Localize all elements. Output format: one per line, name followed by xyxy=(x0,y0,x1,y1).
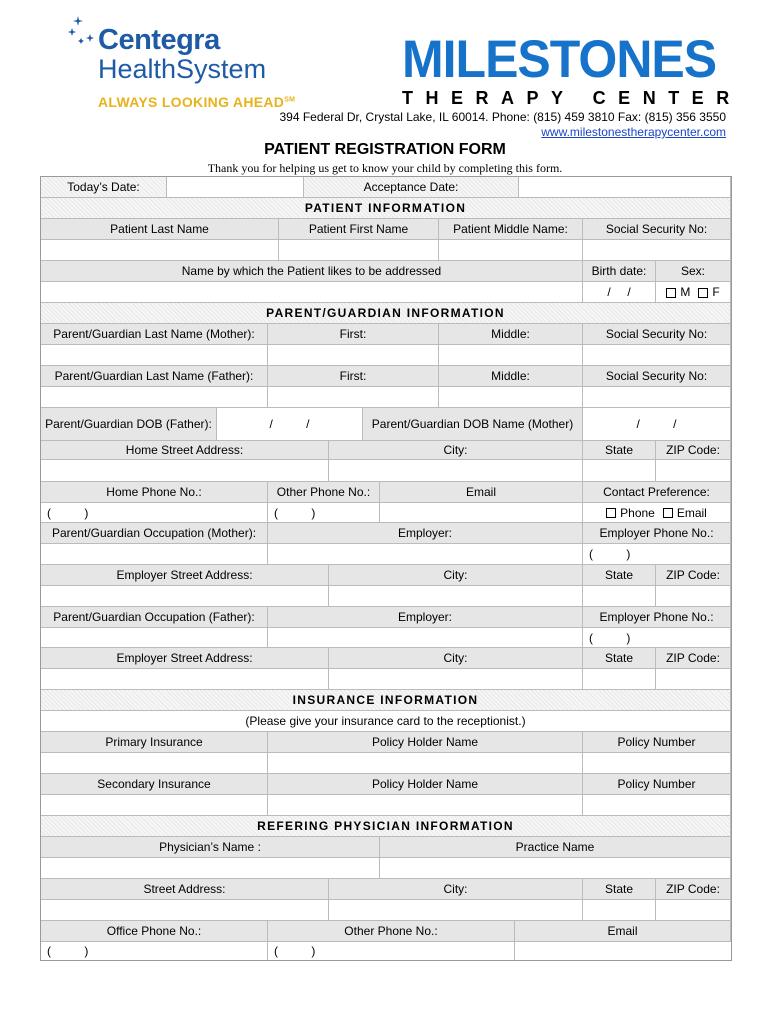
secondary-holder-label: Policy Holder Name xyxy=(268,774,583,795)
clinic-address: 394 Federal Dr, Crystal Lake, IL 60014. Phone: (815) 459 3810 Fax: (815) 356 3550 xyxy=(279,110,726,124)
mother-last-name-field[interactable] xyxy=(41,345,268,366)
physician-zip-field[interactable] xyxy=(656,900,731,921)
mother-employer-field[interactable] xyxy=(268,544,583,565)
home-state-field[interactable] xyxy=(583,460,656,482)
mother-employer-address-label: Employer Street Address: xyxy=(41,565,329,586)
home-state-label: State xyxy=(583,441,656,460)
physician-other-phone-field[interactable]: ( ) xyxy=(268,942,515,960)
father-employer-state-label: State xyxy=(583,648,656,669)
contact-phone-checkbox[interactable]: Phone xyxy=(606,506,655,520)
website-link[interactable]: www.milestonestherapycenter.com xyxy=(541,125,726,139)
mother-ssn-label: Social Security No: xyxy=(583,324,731,345)
patient-middle-name-field[interactable] xyxy=(439,240,583,261)
mother-last-name-label: Parent/Guardian Last Name (Mother): xyxy=(41,324,268,345)
father-occupation-label: Parent/Guardian Occupation (Father): xyxy=(41,607,268,628)
father-first-label: First: xyxy=(268,366,439,387)
father-employer-address-label: Employer Street Address: xyxy=(41,648,329,669)
home-address-field[interactable] xyxy=(41,460,329,482)
dob-mother-label: Parent/Guardian DOB Name (Mother) xyxy=(363,408,583,441)
home-zip-field[interactable] xyxy=(656,460,731,482)
sparkle-icon xyxy=(68,14,100,50)
contact-preference-label: Contact Preference: xyxy=(583,482,731,503)
mother-employer-city-field[interactable] xyxy=(329,586,583,607)
father-employer-zip-label: ZIP Code: xyxy=(656,648,731,669)
father-first-field[interactable] xyxy=(268,387,439,408)
primary-policy-number-label: Policy Number xyxy=(583,732,731,753)
father-employer-state-field[interactable] xyxy=(583,669,656,690)
father-employer-city-field[interactable] xyxy=(329,669,583,690)
section-patient-info: PATIENT INFORMATION xyxy=(41,198,731,219)
sex-female-checkbox[interactable]: F xyxy=(698,285,719,299)
secondary-insurance-label: Secondary Insurance xyxy=(41,774,268,795)
mother-employer-phone-label: Employer Phone No.: xyxy=(583,523,731,544)
registration-form xyxy=(40,176,732,961)
therapy-center-logo: THERAPY CENTER xyxy=(402,88,742,108)
father-middle-label: Middle: xyxy=(439,366,583,387)
section-insurance-info: INSURANCE INFORMATION xyxy=(41,690,731,711)
physician-address-label: Street Address: xyxy=(41,879,329,900)
practice-name-field[interactable] xyxy=(380,858,731,879)
physician-email-field[interactable] xyxy=(515,942,731,960)
physician-city-label: City: xyxy=(329,879,583,900)
mother-middle-label: Middle: xyxy=(439,324,583,345)
page-title: PATIENT REGISTRATION FORM xyxy=(264,141,506,158)
mother-employer-state-label: State xyxy=(583,565,656,586)
father-employer-field[interactable] xyxy=(268,628,583,648)
physician-state-label: State xyxy=(583,879,656,900)
email-field[interactable] xyxy=(380,503,583,523)
physician-email-label: Email xyxy=(515,921,731,942)
mother-first-label: First: xyxy=(268,324,439,345)
primary-holder-label: Policy Holder Name xyxy=(268,732,583,753)
email-label: Email xyxy=(380,482,583,503)
section-guardian-info: PARENT/GUARDIAN INFORMATION xyxy=(41,303,731,324)
mother-employer-city-label: City: xyxy=(329,565,583,586)
physician-other-phone-label: Other Phone No.: xyxy=(268,921,515,942)
dob-father-field[interactable]: / / xyxy=(217,408,363,441)
practice-name-label: Practice Name xyxy=(380,837,731,858)
father-employer-phone-field[interactable]: ( ) xyxy=(583,628,731,648)
primary-insurance-label: Primary Insurance xyxy=(41,732,268,753)
secondary-policy-number-label: Policy Number xyxy=(583,774,731,795)
sex-options xyxy=(656,282,731,303)
contact-email-checkbox[interactable]: Email xyxy=(663,506,707,520)
mother-employer-address-field[interactable] xyxy=(41,586,329,607)
patient-middle-name-label: Patient Middle Name: xyxy=(439,219,583,240)
mother-occupation-field[interactable] xyxy=(41,544,268,565)
contact-preference-options xyxy=(583,503,731,523)
home-city-field[interactable] xyxy=(329,460,583,482)
patient-first-name-label: Patient First Name xyxy=(279,219,439,240)
father-ssn-label: Social Security No: xyxy=(583,366,731,387)
sex-label: Sex: xyxy=(656,261,731,282)
sex-male-checkbox[interactable]: M xyxy=(666,285,690,299)
healthsystem-logo: HealthSystem xyxy=(98,54,267,84)
physician-city-field[interactable] xyxy=(329,900,583,921)
mother-first-field[interactable] xyxy=(268,345,439,366)
father-employer-city-label: City: xyxy=(329,648,583,669)
mother-employer-zip-field[interactable] xyxy=(656,586,731,607)
father-last-name-field[interactable] xyxy=(41,387,268,408)
physician-address-field[interactable] xyxy=(41,900,329,921)
mother-employer-zip-label: ZIP Code: xyxy=(656,565,731,586)
home-phone-label: Home Phone No.: xyxy=(41,482,268,503)
birth-date-label: Birth date: xyxy=(583,261,656,282)
tagline: ALWAYS LOOKING AHEAD℠ xyxy=(98,94,296,110)
page-subtitle: Thank you for helping us get to know your child by completing this form. xyxy=(207,161,563,175)
home-phone-field[interactable]: ( ) xyxy=(41,503,268,523)
todays-date-label: Today’s Date: xyxy=(41,177,167,198)
physician-zip-label: ZIP Code: xyxy=(656,879,731,900)
physician-name-field[interactable] xyxy=(41,858,380,879)
father-middle-field[interactable] xyxy=(439,387,583,408)
father-employer-label: Employer: xyxy=(268,607,583,628)
patient-last-name-label: Patient Last Name xyxy=(41,219,279,240)
office-phone-label: Office Phone No.: xyxy=(41,921,268,942)
secondary-insurance-field[interactable] xyxy=(41,795,268,816)
father-occupation-field[interactable] xyxy=(41,628,268,648)
acceptance-date-label: Acceptance Date: xyxy=(304,177,519,198)
mother-occupation-label: Parent/Guardian Occupation (Mother): xyxy=(41,523,268,544)
home-city-label: City: xyxy=(329,441,583,460)
other-phone-field[interactable]: ( ) xyxy=(268,503,380,523)
home-zip-label: ZIP Code: xyxy=(656,441,731,460)
physician-name-label: Physician’s Name : xyxy=(41,837,380,858)
secondary-policy-number-field[interactable] xyxy=(583,795,731,816)
patient-ssn-field[interactable] xyxy=(583,240,731,261)
section-physician-info: REFERING PHYSICIAN INFORMATION xyxy=(41,816,731,837)
father-employer-phone-label: Employer Phone No.: xyxy=(583,607,731,628)
mother-employer-phone-field[interactable]: ( ) xyxy=(583,544,731,565)
other-phone-label: Other Phone No.: xyxy=(268,482,380,503)
todays-date-field[interactable] xyxy=(167,177,304,198)
secondary-holder-field[interactable] xyxy=(268,795,583,816)
dob-father-label: Parent/Guardian DOB (Father): xyxy=(41,408,217,441)
physician-state-field[interactable] xyxy=(583,900,656,921)
home-address-label: Home Street Address: xyxy=(41,441,329,460)
father-employer-zip-field[interactable] xyxy=(656,669,731,690)
primary-insurance-field[interactable] xyxy=(41,753,268,774)
patient-first-name-field[interactable] xyxy=(279,240,439,261)
dob-mother-field[interactable]: / / xyxy=(583,408,731,441)
insurance-note: (Please give your insurance card to the receptionist.) xyxy=(41,711,731,732)
office-phone-field[interactable]: ( ) xyxy=(41,942,268,960)
mother-middle-field[interactable] xyxy=(439,345,583,366)
patient-ssn-label: Social Security No: xyxy=(583,219,731,240)
father-employer-address-field[interactable] xyxy=(41,669,329,690)
primary-holder-field[interactable] xyxy=(268,753,583,774)
milestones-logo: MILESTONES xyxy=(402,29,717,89)
centegra-logo: Centegra xyxy=(98,24,220,56)
acceptance-date-field[interactable] xyxy=(519,177,731,198)
mother-employer-label: Employer: xyxy=(268,523,583,544)
patient-last-name-field[interactable] xyxy=(41,240,279,261)
mother-employer-state-field[interactable] xyxy=(583,586,656,607)
preferred-name-label: Name by which the Patient likes to be addressed xyxy=(41,261,583,282)
father-ssn-field[interactable] xyxy=(583,387,731,408)
primary-policy-number-field[interactable] xyxy=(583,753,731,774)
birth-date-field[interactable]: / / xyxy=(583,282,656,303)
father-last-name-label: Parent/Guardian Last Name (Father): xyxy=(41,366,268,387)
preferred-name-field[interactable] xyxy=(41,282,583,303)
mother-ssn-field[interactable] xyxy=(583,345,731,366)
